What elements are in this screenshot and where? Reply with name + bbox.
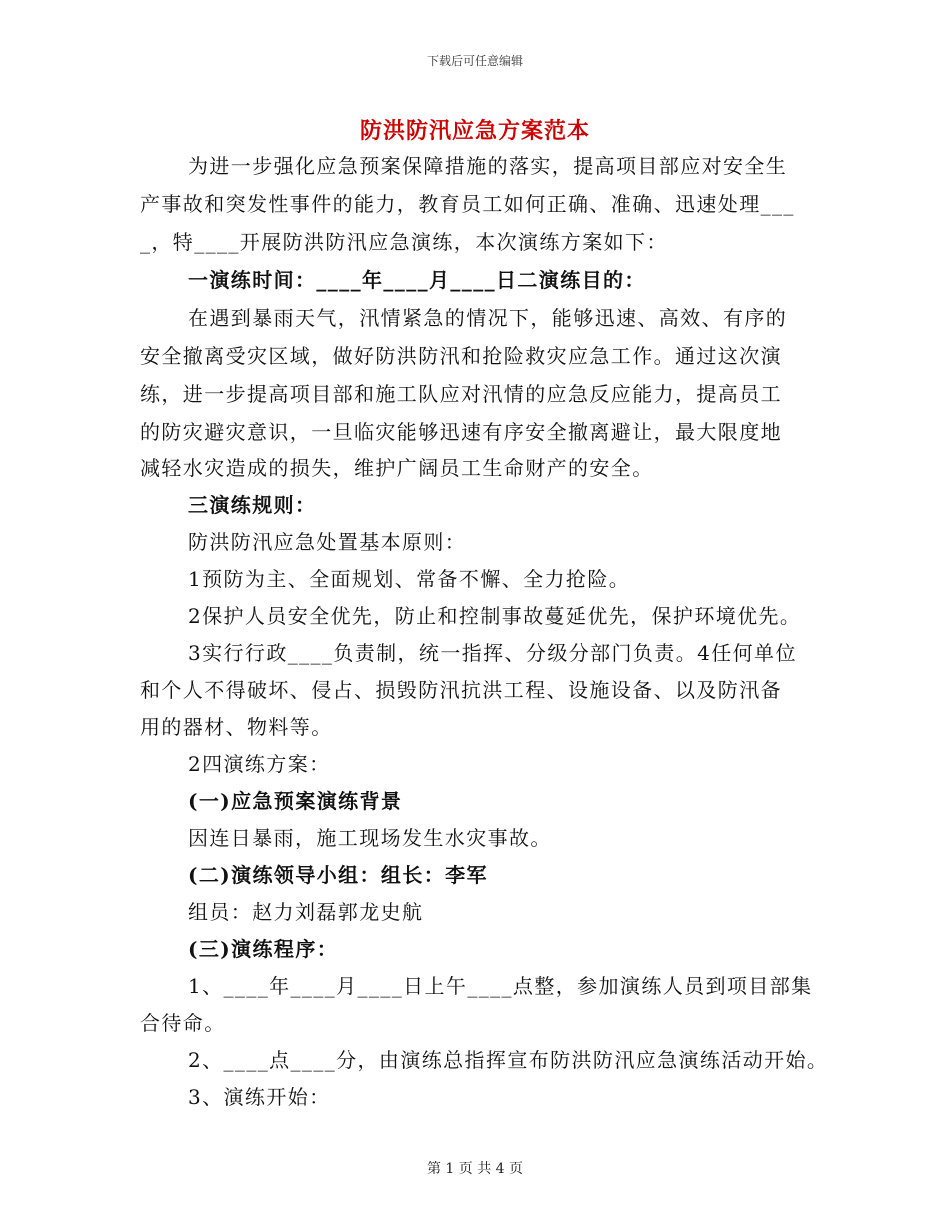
- body-line: 3实行行政____负责制，统一指挥、分级分部门负责。4任何单位: [188, 641, 797, 665]
- section-heading: (二)演练领导小组：组长：李军: [188, 863, 488, 887]
- body-line: 1、____年____月____日上午____点整，参加演练人员到项目部集: [188, 974, 813, 998]
- body-line: 2四演练方案：: [188, 752, 331, 776]
- body-line: 组员：赵力刘磊郭龙史航: [188, 900, 424, 924]
- body-line: 2、____点____分，由演练总指挥宣布防洪防汛应急演练活动开始。: [188, 1048, 829, 1072]
- body-line: 和个人不得破坏、侵占、损毁防汛抗洪工程、设施设备、以及防汛备: [140, 678, 782, 702]
- header-note: 下载后可任意编辑: [426, 54, 523, 68]
- body-line: 练，进一步提高项目部和施工队应对汛情的应急反应能力，提高员工: [140, 382, 782, 406]
- body-line: 2保护人员安全优先，防止和控制事故蔓延优先，保护环境优先。: [188, 604, 802, 628]
- body-line: _，特____开展防洪防汛应急演练，本次演练方案如下：: [140, 230, 668, 254]
- body-line: 3、演练开始：: [188, 1085, 331, 1109]
- body-line: 在遇到暴雨天气，汛情紧急的情况下，能够迅速、高效、有序的: [188, 306, 788, 330]
- body-line: 防洪防汛应急处置基本原则：: [188, 530, 467, 554]
- section-heading: 一演练时间：____年____月____日二演练目的：: [188, 268, 646, 292]
- section-heading: 三演练规则：: [188, 493, 317, 517]
- body-line: 1预防为主、全面规划、常备不懈、全力抢险。: [188, 567, 631, 591]
- page-footer: 第 1 页 共 4 页: [426, 1161, 524, 1177]
- body-line: 安全撤离受灾区域，做好防洪防汛和抢险救灾应急工作。通过这次演: [140, 344, 782, 368]
- body-line: 的防灾避灾意识，一旦临灾能够迅速有序安全撤离避让，最大限度地: [140, 420, 782, 444]
- body-line: 为进一步强化应急预案保障措施的落实，提高项目部应对安全生: [188, 154, 788, 178]
- section-heading: (三)演练程序：: [188, 937, 339, 961]
- document-title: 防洪防汛应急方案范本: [359, 118, 590, 144]
- body-line: 用的器材、物料等。: [140, 715, 333, 739]
- body-line: 减轻水灾造成的损失，维护广阔员工生命财产的安全。: [140, 456, 654, 480]
- body-line: 合待命。: [140, 1011, 226, 1035]
- body-line: 产事故和突发性事件的能力，教育员工如何正确、准确、迅速处理___: [140, 192, 795, 216]
- body-line: 因连日暴雨，施工现场发生水灾事故。: [188, 826, 552, 850]
- section-heading: (一)应急预案演练背景: [188, 789, 403, 813]
